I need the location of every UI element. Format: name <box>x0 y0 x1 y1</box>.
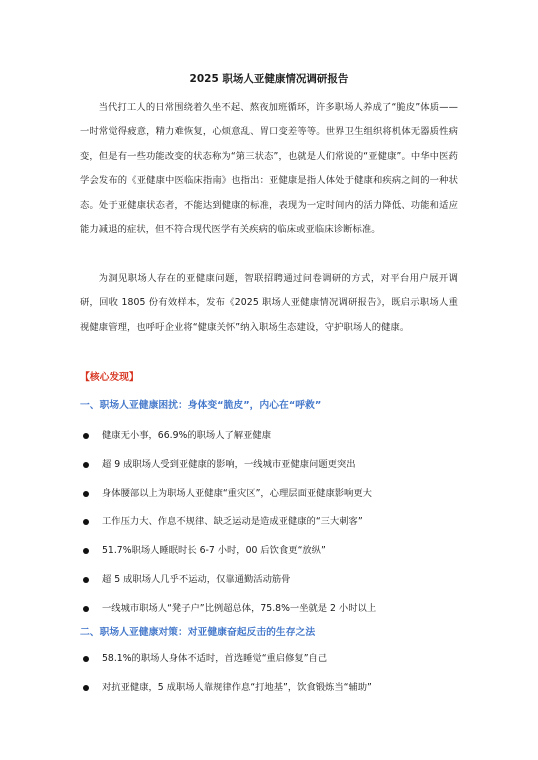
bullet-icon <box>83 606 89 612</box>
list-item-text: 健康无小事，66.9%的职场人了解亚健康 <box>102 430 271 441</box>
bullet-icon <box>83 462 89 468</box>
report-title: 2025 职场人亚健康情况调研报告 <box>189 73 349 85</box>
list-item-text: 超 5 成职场人几乎不运动，仅靠通勤活动筋骨 <box>102 573 291 585</box>
bullet-icon <box>83 577 89 583</box>
core-findings-label: 【核心发现】 <box>80 372 139 383</box>
list-item <box>80 429 480 458</box>
list-item <box>80 487 480 516</box>
list-item <box>80 544 480 573</box>
list-item <box>80 652 480 681</box>
list-item <box>80 681 480 710</box>
list-item <box>80 515 480 544</box>
list-item-text: 51.7%职场人睡眠时长 6-7 小时，00 后饮食更“放纵” <box>102 545 326 557</box>
section-1-heading: 一、职场人亚健康困扰：身体变“脆皮”，内心在“呼救” <box>80 400 322 411</box>
intro-paragraph: 当代打工人的日常围绕着久坐不起、熬夜加班循环，许多职场人养成了“脆皮”体质——一时常觉得疲意，精力难恢复，心烦意乱、胃口变差等等。世界卫生组织将机体无器质性病变，但是有一些功能改变的状态称为“第三状态”，也就是人们常说的“亚健康”。中华中医药学会发布的《亚健康中医临床指南》也指出：亚健康是指人体处于健康和疾病之间的一种状态。处于亚健康状态者，不能达到健康的标准，表现为一定时间内的活力降低、功能和适应能力减退的症状，但不符合现代医学有关疾病的临床或亚临床诊断标准。 <box>80 102 458 236</box>
bullet-icon <box>83 519 89 525</box>
list-item-text: 对抗亚健康，5 成职场人靠规律作息“打地基”，饮食锻炼当“辅助” <box>102 681 372 693</box>
bullet-icon <box>83 491 89 497</box>
method-paragraph: 为洞见职场人存在的亚健康问题，智联招聘通过问卷调研的方式，对平台用户展开调研，回收 1805 份有效样本，发布《2025 职场人亚健康情况调研报告》，既启示职场人重视健康管理，也呼吁企业将“健康关怀”纳入职场生态建设，守护职场人的健康。 <box>80 273 458 333</box>
bullet-icon <box>83 548 89 554</box>
section-2-heading: 二、职场人亚健康对策：对亚健康奋起反击的生存之法 <box>80 627 316 638</box>
list-item <box>80 573 480 602</box>
list-item-text: 超 9 成职场人受到亚健康的影响，一线城市亚健康问题更突出 <box>102 458 356 470</box>
list-item-text: 58.1%的职场人身体不适时，首选睡觉“重启修复”自己 <box>102 653 328 664</box>
bullet-icon <box>83 685 89 691</box>
list-item <box>80 458 480 487</box>
bullet-icon <box>83 433 89 439</box>
section-1-list <box>80 429 480 631</box>
bullet-icon <box>83 656 89 662</box>
list-item-text: 身体腰部以上为职场人亚健康“重灾区”，心理层面亚健康影响更大 <box>102 487 372 499</box>
section-2-list <box>80 652 480 710</box>
list-item-text: 工作压力大、作息不规律、缺乏运动是造成亚健康的“三大刺客” <box>102 516 363 528</box>
list-item-text: 一线城市职场人“凳子户”比例超总体，75.8%一坐就是 2 小时以上 <box>102 602 377 614</box>
